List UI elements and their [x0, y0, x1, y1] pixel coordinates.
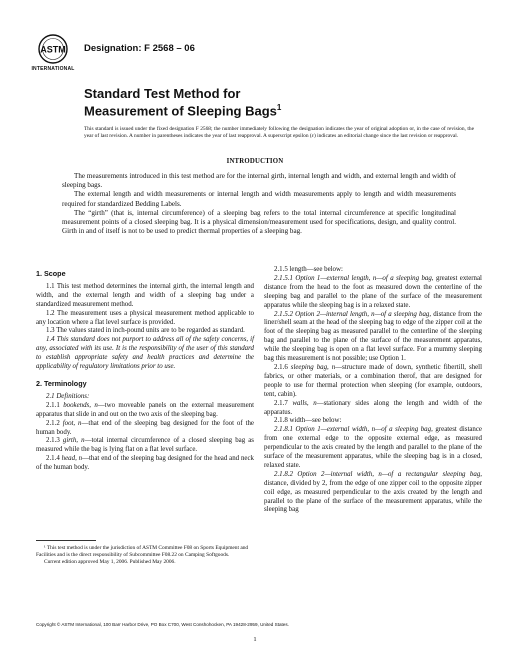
title-text: Measurement of Sleeping Bags	[84, 103, 277, 119]
footnote-divider	[36, 540, 96, 541]
label-2-1-5-1: 2.1.5.1 Option 1—external length, n—of a sleeping bag,	[274, 274, 434, 282]
intro-paragraph: The external length and width measurements or internal length and width measurements apply to length and width measurements required for standardized Bedding Labels.	[62, 190, 456, 208]
text-2-1-8-1: greatest distance from one external edge to the opposite external edge, as measured perpendicular to the axis created by the length and parallel to the plane of the surface of the measurement apparatus, while the sleeping bag is in a closed, relaxed state.	[264, 426, 482, 469]
term-walls: walls, n	[292, 399, 317, 407]
section-2-1-6: 2.1.6 sleeping bag, n—structure made of down, synthetic fibertill, shell fabrics, or other materials, or a combination therof, that are designed for people to use for thermal protection when sleeping (for example, outdoors, tent, cabin).	[264, 363, 482, 398]
label-2-1-5-2: 2.1.5.2 Option 2—internal length, n—of a sleeping bag,	[274, 310, 432, 318]
astm-logo-icon	[36, 34, 70, 66]
text-2-1-5-2: distance from the liner/shell seam at the head of the sleeping bag to edge of the zipper coil at the foot of the sleeping bag as measured parallel to the centerline of the sleeping bag and parallel to the plane of the surface of the measurement apparatus, while the sleeping bag is open on a flat level surface. For a mummy sleeping bag this measurement is not possible; use Option 1.	[264, 310, 482, 363]
def-walls: —stationary sides along the length and width of the apparatus.	[264, 399, 482, 416]
designation: Designation: F 2568 – 06	[84, 43, 195, 54]
term-sleeping-bag: sleeping bag, n	[290, 363, 336, 371]
def-head: —that end of the sleeping bag designed for the head and neck of the human body.	[36, 455, 254, 472]
section-1-1: 1.1 This test method determines the internal girth, the internal length and width, and the external length and width of a sleeping bag under a standardized measurement method.	[36, 282, 254, 308]
section-2-1-4: 2.1.4 head, n—that end of the sleeping bag designed for the head and neck of the human body.	[36, 455, 254, 472]
section-1-4-text: 1.4 This standard does not purport to address all of the safety concerns, if any, associated with its use. It is the responsibility of the user of this standard to establish appropriate safety and health practices and determine the applicability of regulatory limitations prior to use.	[36, 336, 254, 371]
def-girth: —total internal circumference of a closed sleeping bag as measured while the bag is lying flat on a flat level surface.	[36, 437, 254, 454]
logo-subtext: INTERNATIONAL	[31, 66, 75, 72]
section-1-3: 1.3 The values stated in inch-pound units are to be regarded as standard.	[46, 327, 245, 335]
intro-paragraph: The “girth” (that is, internal circumference) of a sleeping bag refers to the total internal circumference at specific longitudinal measurement points of a closed sleeping bag. It is a physical dimension/measurement used for specifications, design, and quality control. Girth in and of itself is not to be used to predict thermal properties of a sleeping bag.	[62, 208, 456, 236]
footnote	[36, 545, 254, 566]
left-column	[36, 266, 254, 473]
term-girth: girth, n	[62, 437, 85, 445]
copyright: Copyright © ASTM International, 100 Barr Harbor Drive, PO Box C700, West Conshohocken, PA 19428-2959, United States.	[36, 622, 289, 627]
section-2-1-3: 2.1.3 girth, n—total internal circumference of a closed sleeping bag as measured while the bag is lying flat on a flat level surface.	[36, 437, 254, 454]
section-2-1-text: 2.1 Definitions:	[46, 392, 90, 400]
section-2-1	[36, 393, 254, 402]
section-2-1-8-1	[264, 426, 482, 471]
text-2-1-8-2: distance, divided by 2, from the edge of one zipper coil to the opposite zipper coil edge, as measured perpendicular to the axis created by the length and parallel to the plane of the surface of the measurement apparatus, while the sleeping bag	[264, 479, 482, 514]
section-2-1-5-1	[264, 275, 482, 311]
scope-heading: 1. Scope	[36, 269, 66, 278]
section-2-1-5-2	[264, 311, 482, 364]
footnote-text-1: ¹ This test method is under the jurisdiction of ASTM Committee F08 on Sports Equipment and Facilities and is the direct responsibility of Subcommittee F08.22 on Camping Softgoods.	[36, 545, 249, 558]
section-2-1-2: 2.1.2 foot, n—that end of the sleeping bag designed for the foot of the human body.	[36, 419, 254, 436]
page-number: 1	[253, 636, 257, 643]
issued-note: This standard is issued under the fixed designation F 2568; the number immediately following the designation indicates the year of original adoption or, in the case of revision, the year of last revision. A number in parentheses indicates the year of last reapproval. A superscript epsilon (ε) indicates an editorial change since the last revision or reapproval.	[84, 126, 474, 140]
right-column	[264, 266, 482, 515]
introduction	[62, 172, 456, 236]
section-2-1-7: 2.1.7 walls, n—stationary sides along the length and width of the apparatus.	[264, 399, 482, 416]
def-sleeping-bag: —structure made of down, synthetic fibertill, shell fabrics, or other materials, or a combination therof, that are designed for people to use for thermal protection when sleeping (for example, outdoors, tent, cabin).	[264, 363, 482, 398]
intro-paragraph: The measurements introduced in this test method are for the internal girth, internal length and width, and external length and width of sleeping bags.	[62, 172, 456, 190]
term-bookends: bookends, n	[63, 401, 98, 409]
section-2-1-8-2	[264, 471, 482, 516]
title-line-2	[84, 100, 281, 119]
title-line-1: Standard Test Method for	[84, 86, 241, 101]
terminology-heading: 2. Terminology	[36, 378, 87, 388]
label-2-1-8-1: 2.1.8.1 Option 1—external width, n—of a sleeping bag,	[274, 426, 433, 434]
def-bookends: —two moveable panels on the external measurement apparatus that slide in and out on the two axis of the sleeping bag.	[36, 401, 254, 418]
footnote-text-2: Current edition approved May 1, 2006. Published May 2006.	[44, 558, 176, 565]
term-head: head, n	[61, 455, 83, 463]
def-foot: —that end of the sleeping bag designed for the foot of the human body.	[36, 419, 254, 436]
section-2-1-5: 2.1.5 length—see below:	[274, 266, 343, 273]
introduction-heading: INTRODUCTION	[226, 158, 284, 165]
section-1-2: 1.2 The measurement uses a physical measurement method applicable to any location where a flat level surface is provided.	[36, 309, 254, 326]
label-2-1-8-2: 2.1.8.2 Option 2—internal width, n—of a rectangular sleeping bag,	[274, 470, 482, 478]
term-foot: foot, n	[62, 419, 82, 427]
section-2-1-1: 2.1.1 bookends, n—two moveable panels on the external measurement apparatus that slide in and out on the two axis of the sleeping bag.	[36, 401, 254, 418]
logo-text: ASTM	[40, 44, 66, 55]
section-2-1-8: 2.1.8 width—see below:	[274, 417, 342, 425]
title-footnote-mark: 1	[276, 103, 282, 112]
section-1-4	[36, 336, 254, 372]
text-2-1-5-1: greatest external distance from the head to the foot as measured down the centerline of the sleeping bag and parallel to the plane of the surface of the measurement apparatus while the sleeping bag is in a relaxed state.	[264, 274, 482, 309]
